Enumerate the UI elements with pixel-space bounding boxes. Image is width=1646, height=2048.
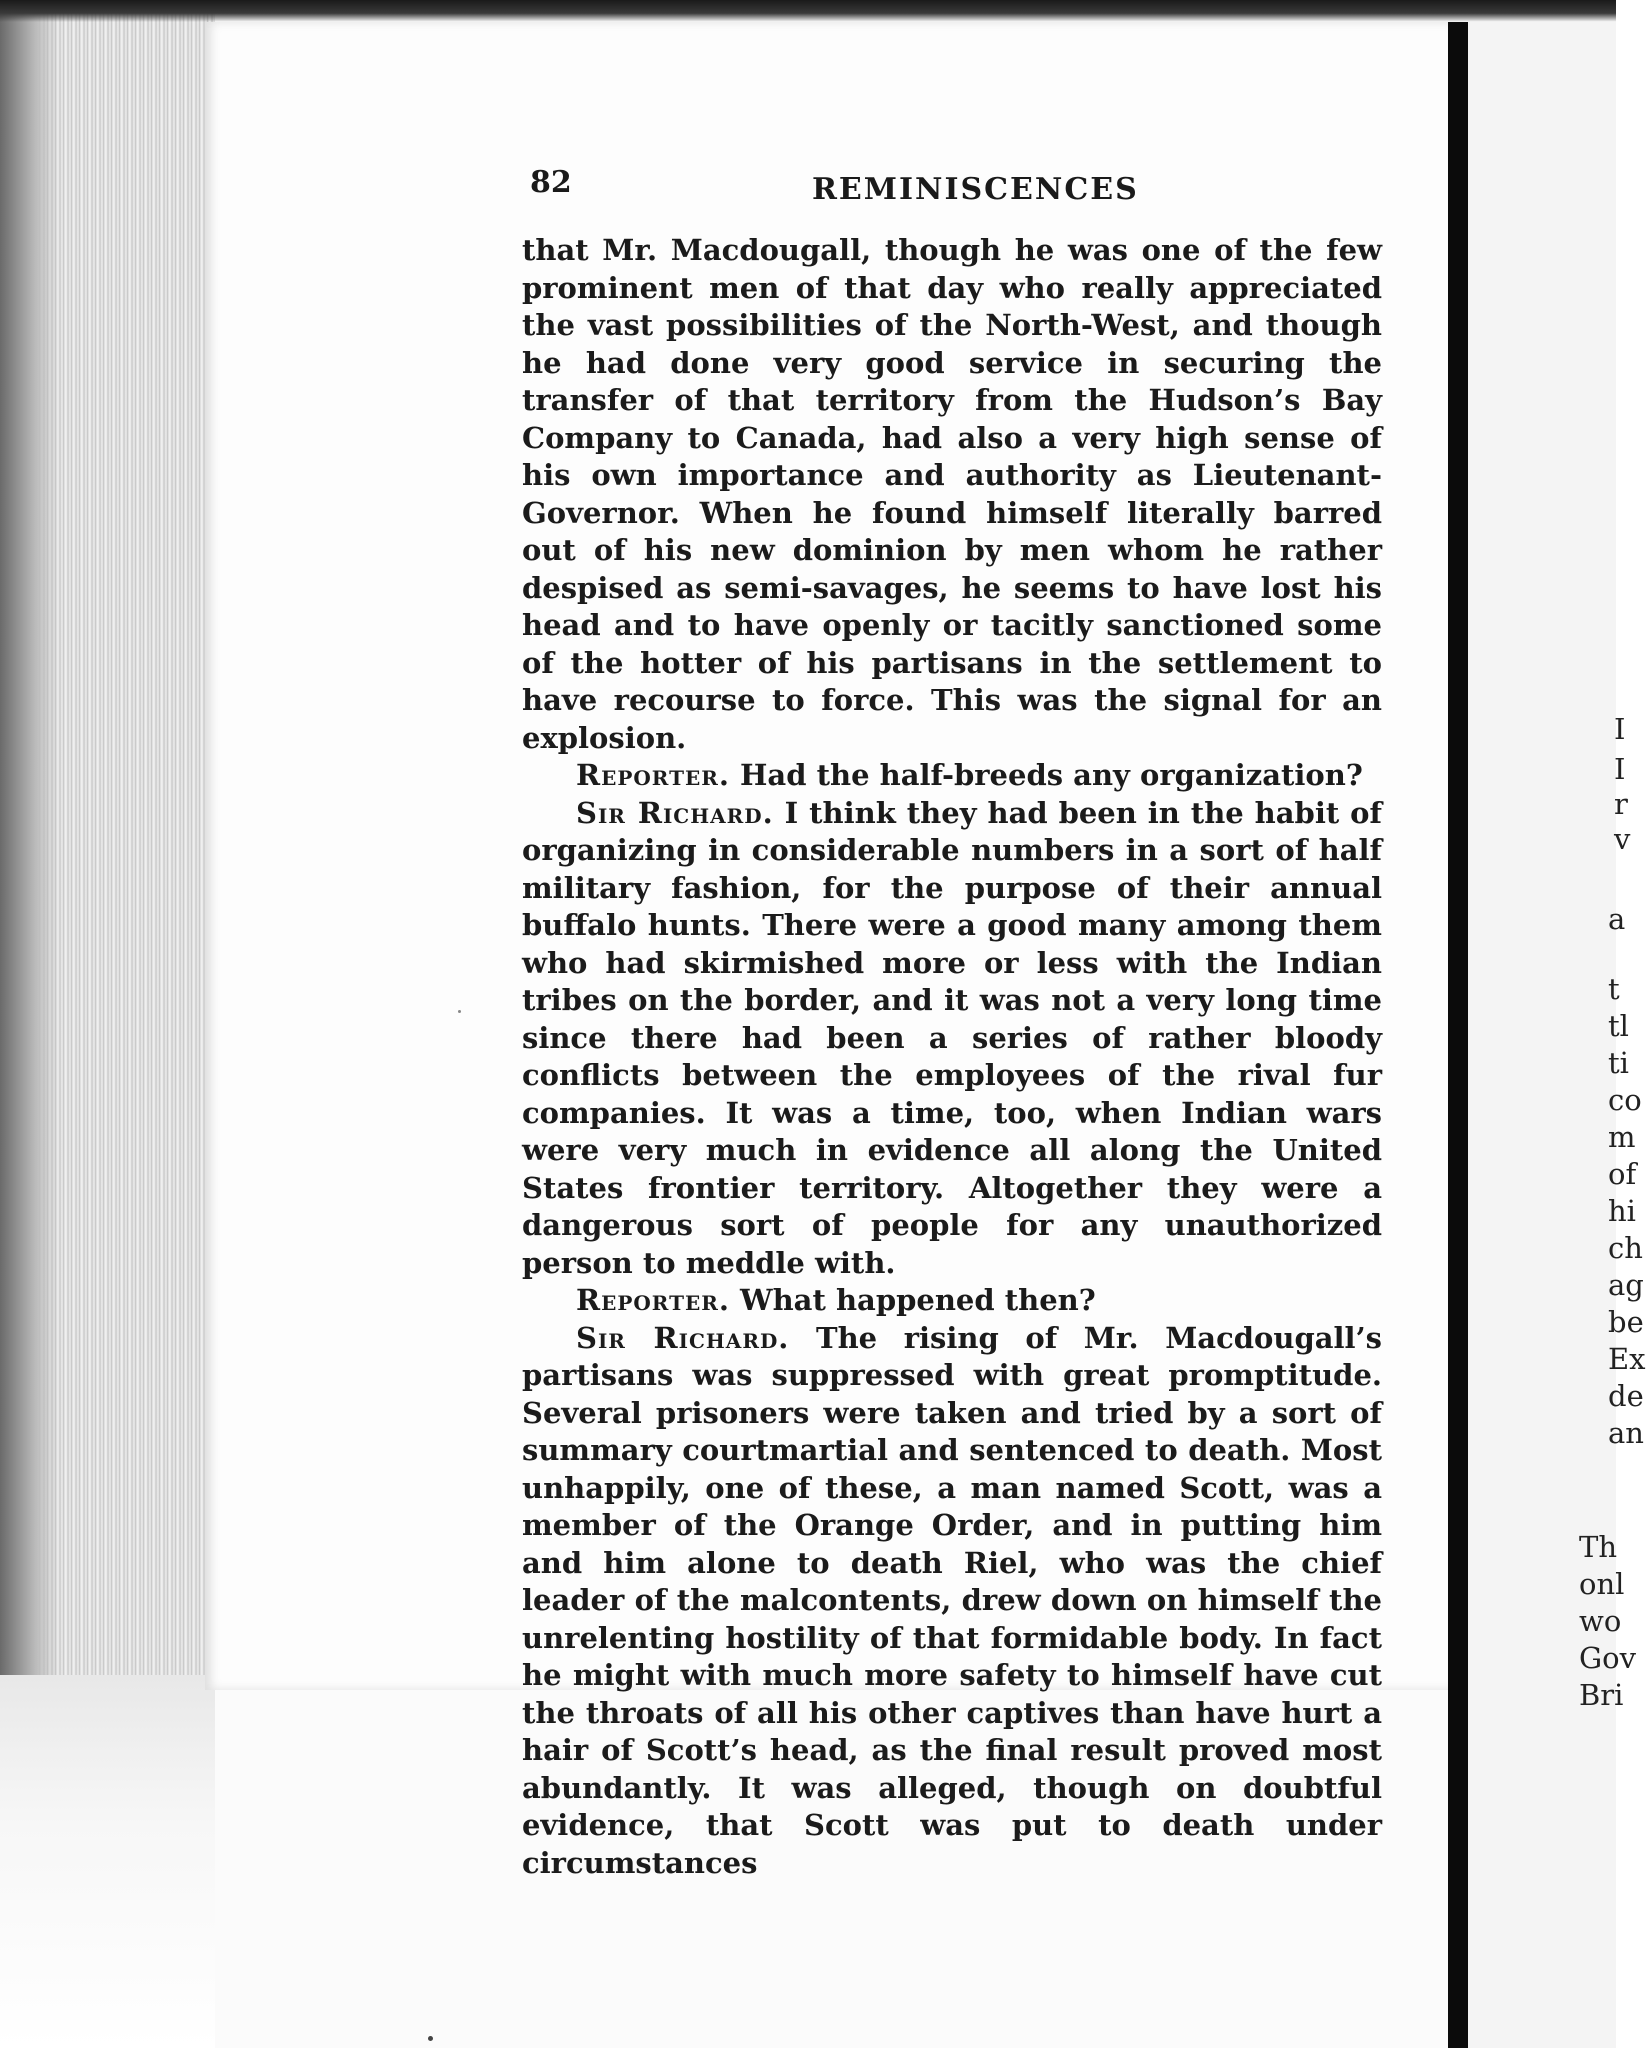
dialogue-text: What happened then? xyxy=(740,1283,1096,1317)
dialogue-text: Had the half-breeds any organization? xyxy=(740,758,1363,792)
facing-page-fragment: a xyxy=(1608,902,1626,936)
facing-page-fragment: hi xyxy=(1608,1194,1636,1228)
page-body-text xyxy=(522,232,1382,1882)
facing-page-fragment: an xyxy=(1608,1416,1644,1450)
speaker-label: Reporter. xyxy=(576,1283,730,1317)
facing-page-fragment: of xyxy=(1608,1157,1637,1191)
facing-page-fragment: ch xyxy=(1608,1231,1643,1265)
speaker-label: Sir Richard. xyxy=(576,1320,790,1355)
facing-page-fragment: wo xyxy=(1579,1604,1622,1638)
dialogue-paragraph xyxy=(522,1320,1382,1883)
running-head: REMINISCENCES xyxy=(812,172,1139,207)
scan-speck xyxy=(458,1010,461,1013)
paragraph-continuation: that Mr. Macdougall, though he was one of the few prominent men of that day who really appreciated the vast possibilities of the North-West, and though he had done very good service in securing the transfer of that territory from the Hudson’s Bay Company to Canada, had also a very high sense of his own importance and authority as Lieutenant-Governor. When he found himself literally barred out of his new dominion by men whom he rather despised as semi-savages, he seems to have lost his head and to have openly or tacitly sanctioned some of the hotter of his partisans in the settlement to have recourse to force. This was the signal for an explosion. xyxy=(522,233,1382,755)
facing-page-fragment: co xyxy=(1608,1083,1642,1117)
facing-page-fragment: I xyxy=(1614,712,1626,746)
dialogue-paragraph xyxy=(522,757,1382,795)
book-gutter xyxy=(1448,22,1468,2048)
page-stack-bottom xyxy=(0,1675,215,2048)
dialogue-paragraph xyxy=(522,1282,1382,1320)
facing-page-fragment: ag xyxy=(1608,1268,1644,1302)
facing-page-fragment: m xyxy=(1608,1120,1636,1154)
scan-speck xyxy=(428,2036,433,2041)
dialogue-text: The rising of Mr. Macdougall’s partisans was suppressed with great promptitude. Several prisoners were taken and tried by a sort of summary courtmartial and sentenced to death. Most unhappily, one of these, a man named Scott, was a member of the Orange Order, and in putting him and him alone to death Riel, who was the chief leader of the malcontents, drew down on himself the unrelenting hostility of that formidable body. In fact he might with much more safety to himself have cut the throats of all his other captives than have hurt a hair of Scott’s head, as the final result proved most abundantly. It was alleged, though on doubtful evidence, that Scott was put to death under circumstances xyxy=(522,1320,1382,1880)
facing-page-fragment: I xyxy=(1614,752,1626,786)
facing-page-fragment: v xyxy=(1614,822,1631,856)
facing-page-fragment: r xyxy=(1614,787,1628,821)
facing-page-fragment: Ex xyxy=(1608,1342,1646,1376)
facing-page-fragment: t xyxy=(1608,972,1620,1006)
speaker-label: Sir Richard. xyxy=(576,795,774,830)
facing-page-fragment: Th xyxy=(1579,1530,1618,1564)
facing-page-fragment: be xyxy=(1608,1305,1644,1339)
facing-page-fragment: Bri xyxy=(1579,1678,1624,1712)
dialogue-text: I think they had been in the habit of organizing in considerable numbers in a sort of half military fashion, for the purpose of their annual buffalo hunts. There were a good many among them who had skirmished more or less with the Indian tribes on the border, and it was not a very long time since there had been a series of rather bloody conflicts between the employees of the rival fur companies. It was a time, too, when Indian wars were very much in evidence all along the United States frontier territory. Altogether they were a dangerous sort of people for any unauthorized person to meddle with. xyxy=(522,795,1382,1280)
facing-page-fragment: ti xyxy=(1608,1046,1629,1080)
facing-page-fragment: tl xyxy=(1608,1009,1629,1043)
dialogue-paragraph xyxy=(522,795,1382,1283)
facing-page-fragment: de xyxy=(1608,1379,1644,1413)
facing-page-fragment: onl xyxy=(1579,1567,1625,1601)
facing-page-edge xyxy=(1468,22,1646,2048)
scan-top-border xyxy=(0,0,1616,22)
facing-page-fragment: Gov xyxy=(1579,1641,1637,1675)
speaker-label: Reporter. xyxy=(576,758,730,792)
page-number: 82 xyxy=(530,165,572,200)
